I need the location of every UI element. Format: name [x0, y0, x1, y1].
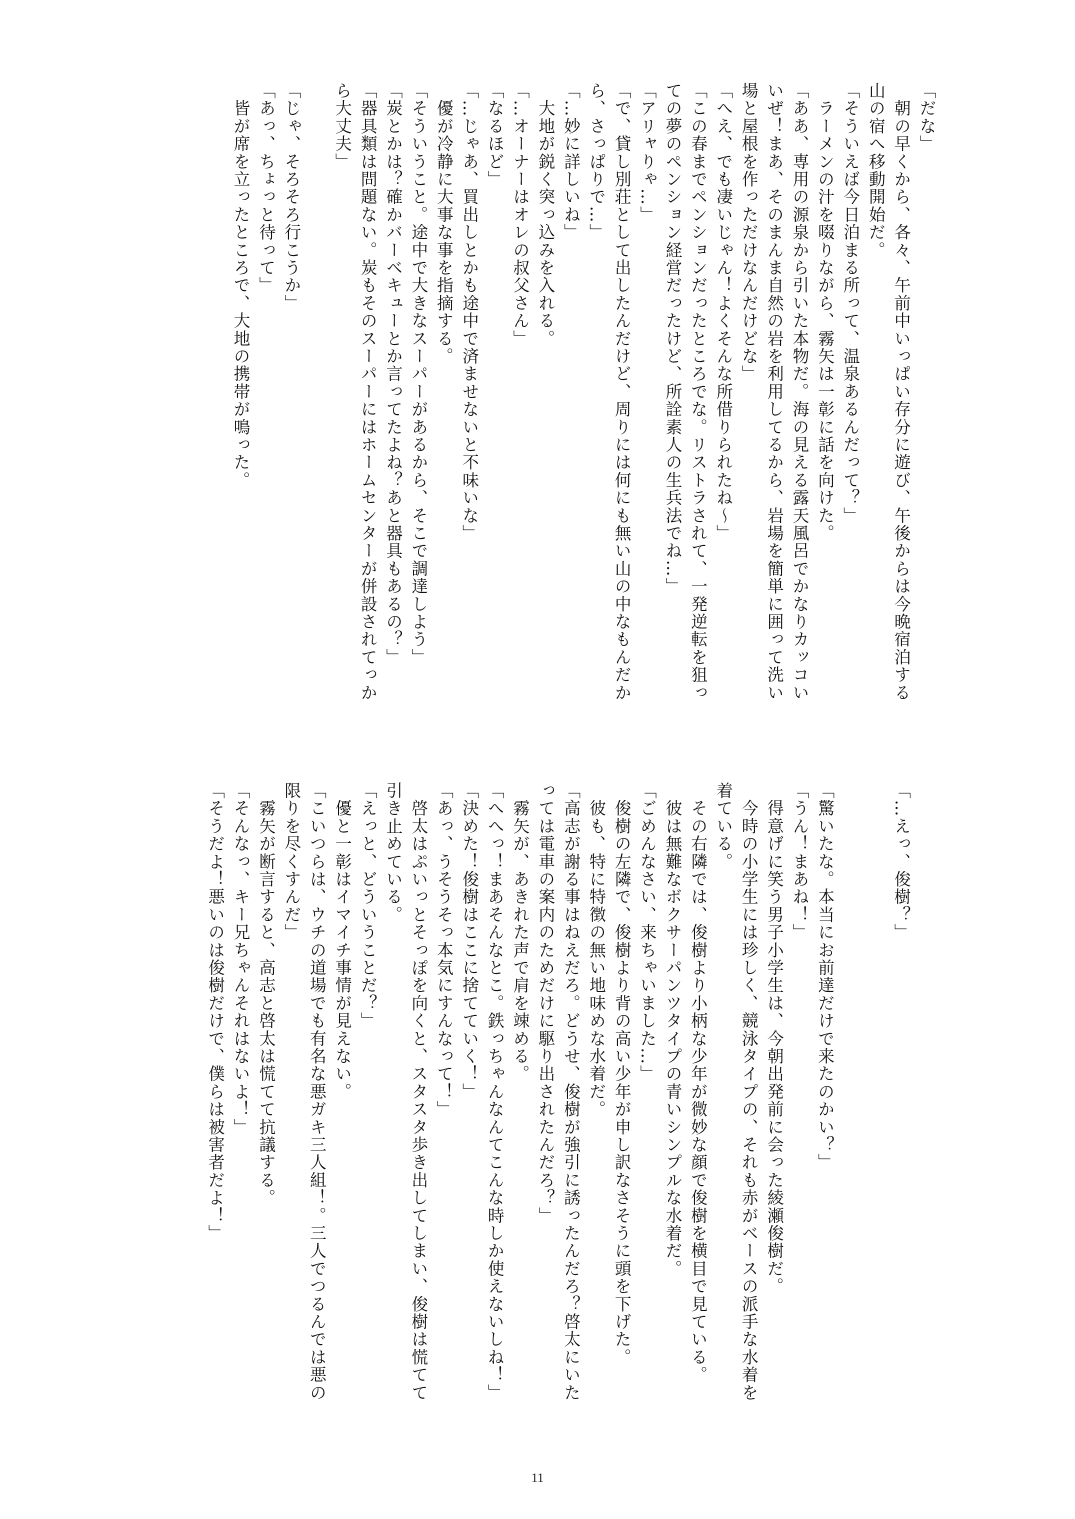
text-line: 啓太はぷいっとそっぽを向くと、スタスタ歩き出してしまい、俊樹は慌てて [408, 782, 428, 1402]
text-line: 「こいつらは、ウチの道場でも有名な悪ガキ三人組！。三人でつるんでは悪の [307, 782, 327, 1402]
text-line: 「高志が謝る事はねえだろ。どうせ、俊樹が強引に誘ったんだろ？啓太にいた [561, 782, 581, 1402]
text-line: 彼は無難なボクサーパンツタイプの青いシンプルな水着だ。 [662, 782, 682, 1278]
text-line: 「…妙に詳しいね」 [561, 82, 581, 242]
page-number: 11 [531, 1470, 544, 1485]
text-line: 「ごめんなさい、来ちゃいました…」 [637, 782, 657, 1083]
text-line: 「へえ、でも凄いじゃん！よくそんな所借りられたね～」 [713, 82, 733, 543]
text-line: ら、さっぱりで…」 [586, 82, 606, 242]
text-line: 朝の早くから、各々、午前中いっぱい存分に遊び、午後からは今晩宿泊する [891, 82, 911, 702]
text-line: 優と一彰はイマイチ事情が見えない。 [332, 782, 352, 1101]
text-line: 「あっ、うそうそっ本気にすんなって！」 [434, 782, 454, 1119]
text-line: 「…オーナーはオレの叔父さん」 [510, 82, 530, 348]
text-line: 山の宿へ移動開始だ。 [866, 82, 886, 259]
text-line: 霧矢が断言すると、高志と啓太は慌てて抗議する。 [256, 782, 276, 1207]
text-line: 「アリャりゃ…」 [637, 82, 657, 224]
text-line: 場と屋根を作っただけなんだけどな」 [739, 82, 759, 383]
text-line: っては電車の案内のためだけに駆り出されたんだろ？」 [535, 782, 555, 1225]
text-line: 「そうだよ！悪いのは俊樹だけで、僕らは被害者だよ！」 [205, 782, 225, 1243]
text-line: 俊樹の左隣で、俊樹より背の高い少年が申し訳なさそうに頭を下げた。 [612, 782, 632, 1367]
text-line [863, 782, 888, 1422]
text-line: 皆が席を立ったところで、大地の携帯が鳴った。 [231, 82, 251, 490]
text-line: 「ああ、専用の源泉から引いた本物だ。海の見える露天風呂でかなりカッコい [789, 82, 809, 702]
text-line: 「なるほど」 [485, 82, 505, 189]
text-line: 「決めた！俊樹はここに捨てていく！」 [459, 782, 479, 1101]
text-line: 引き止めている。 [383, 782, 403, 924]
text-line: 着ている。 [713, 782, 733, 871]
text-line: ら大丈夫」 [332, 82, 352, 171]
text-line: 「だな」 [917, 82, 936, 153]
text-line: ラーメンの汁を啜りながら、霧矢は一彰に話を向けた。 [815, 82, 835, 543]
text-line: 霧矢が、あきれた声で肩を竦める。 [510, 782, 530, 1083]
text-line: 「この春までペンションだったところでな。リストラされて、一発逆転を狙っ [688, 82, 708, 702]
text-line: ての夢のペンション経営だったけど、所詮素人の生兵法でね…」 [662, 82, 682, 596]
text-line: 大地が鋭く突っ込みを入れる。 [535, 82, 555, 348]
text-line: いぜ！まあ、そのまんま自然の岩を利用してるから、岩場を簡単に囲って洗い [764, 82, 784, 702]
upper-text-block [228, 82, 939, 722]
lower-text-block [202, 782, 939, 1422]
text-line: 「そういうこと。途中で大きなスーパーがあるから、そこで調達しよう」 [408, 82, 428, 667]
text-line: 今時の小学生には珍しく、競泳タイプの、それも赤がベースの派手な水着を [739, 782, 759, 1402]
text-line: 得意げに笑う男子小学生は、今朝出発前に会った綾瀬俊樹だ。 [764, 782, 784, 1296]
text-line: 「へへっ！まあそんなとこ。鉄っちゃんなんてこんな時しか使えないしね！」 [485, 782, 505, 1402]
text-line: その右隣では、俊樹より小柄な少年が微妙な顔で俊樹を横目で見ている。 [688, 782, 708, 1384]
text-line [304, 82, 329, 722]
text-line: 「…えっ、俊樹？」 [891, 782, 911, 942]
text-line: 限りを尽くすんだ」 [281, 782, 301, 942]
text-line: 「で、貸し別荘として出したんだけど、周りには何にも無い山の中なもんだか [612, 82, 632, 702]
text-line: 「そういえば今日泊まる所って、温泉あるんだって？」 [840, 82, 860, 525]
text-line: 「じゃ、そろそろ行こうか」 [281, 82, 301, 313]
text-line: 「そんなっ、キー兄ちゃんそれはないよ！」 [231, 782, 251, 1136]
text-line: 「炭とかは？確かバーベキューとか言ってたよね？あと器具もあるの？」 [383, 82, 403, 667]
text-line: 「うん！まあね！」 [789, 782, 809, 942]
text-line: 優が冷静に大事な事を指摘する。 [434, 82, 454, 366]
text-line [837, 782, 862, 1422]
text-line [914, 782, 939, 1422]
text-line: 「器具類は問題ない。炭もそのスーパーにはホームセンターが併設されてっか [358, 82, 378, 702]
text-line: 「あっ、ちょっと待って」 [256, 82, 276, 295]
text-line: 「…じゃあ、買出しとかも途中で済ませないと不味いな」 [459, 82, 479, 543]
text-line: 「驚いたな。本当にお前達だけで来たのかい？」 [815, 782, 835, 1172]
text-line: 彼も、特に特徴の無い地味めな水着だ。 [586, 782, 606, 1119]
text-line: 「えっと、どういうことだ？」 [358, 782, 378, 1030]
